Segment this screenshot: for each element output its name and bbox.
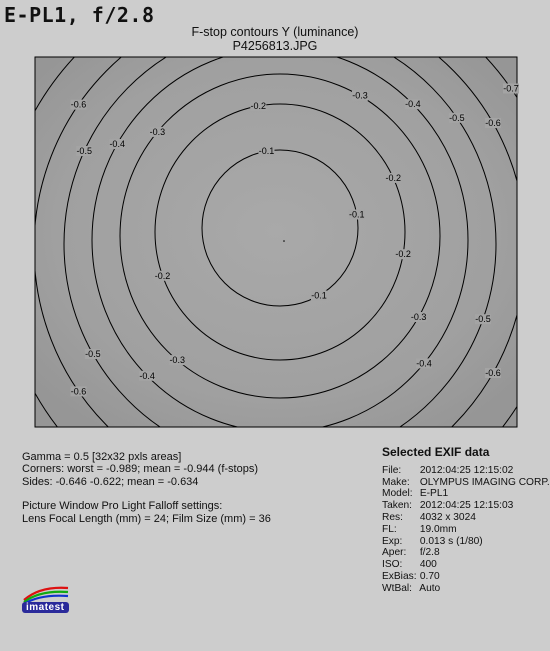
exif-key: ExBias: — [382, 570, 417, 582]
sides-text: Sides: -0.646 -0.622; mean = -0.634 — [22, 475, 199, 488]
contour-label: -0.1 — [349, 209, 365, 220]
exif-key: Aper: — [382, 547, 407, 559]
contour-label: -0.6 — [70, 99, 87, 110]
exif-title: Selected EXIF data — [382, 447, 490, 459]
contour-label: -0.5 — [76, 146, 92, 156]
exif-key: Exp: — [382, 535, 403, 547]
exif-key: Res: — [382, 511, 403, 523]
contour-label: -0.4 — [405, 99, 421, 110]
exif-row — [382, 536, 550, 548]
contour-label: -0.4 — [109, 139, 125, 149]
contour-label: -0.3 — [169, 355, 185, 366]
exif-value: 2012:04:25 12:15:02 — [417, 464, 514, 476]
exif-row — [382, 559, 550, 571]
exif-value: Auto — [417, 582, 441, 594]
exif-key: WtBal: — [382, 582, 413, 594]
corners-text: Corners: worst = -0.989; mean = -0.944 (f-stops) — [22, 463, 258, 476]
contour-label: -0.2 — [250, 100, 267, 111]
contour-label: -0.1 — [311, 290, 327, 301]
contour-label: -0.6 — [485, 118, 501, 128]
exif-row — [382, 547, 550, 559]
contour-label: -0.3 — [352, 90, 368, 101]
settings-title: Picture Window Pro Light Falloff settings: — [22, 500, 223, 513]
contour-label: -0.2 — [395, 249, 411, 260]
chart-title: F-stop contours Y (luminance) — [191, 25, 359, 39]
exif-key: Model: — [382, 488, 413, 500]
exif-value: E-PL1 — [417, 488, 449, 500]
exif-row — [382, 488, 550, 500]
chart-subtitle: P4256813.JPG — [232, 39, 318, 53]
contour-label: -0.2 — [385, 172, 402, 183]
settings-text: Lens Focal Length (mm) = 24; Film Size (mm) = 36 — [22, 512, 271, 525]
contour-label: -0.4 — [139, 370, 155, 381]
exif-row — [382, 571, 550, 583]
contour-label: -0.5 — [449, 112, 465, 123]
exif-row — [382, 500, 550, 512]
gamma-text: Gamma = 0.5 [32x32 pxls areas] — [22, 451, 182, 463]
contour-label: -0.5 — [475, 314, 491, 325]
exif-value: 0.013 s (1/80) — [417, 535, 483, 547]
contour-label: -0.6 — [70, 386, 87, 397]
exif-panel — [382, 447, 550, 595]
exif-row — [382, 583, 550, 595]
exif-row — [382, 512, 550, 524]
contour-label: -0.3 — [410, 312, 427, 322]
contour-label: -0.1 — [258, 146, 275, 157]
exif-value: f/2.8 — [417, 547, 440, 559]
exif-row — [382, 465, 550, 477]
exif-row — [382, 524, 550, 536]
exif-key: Taken: — [382, 500, 413, 512]
contour-label: -0.3 — [149, 126, 166, 137]
exif-key: FL: — [382, 523, 397, 535]
exif-value: 2012:04:25 12:15:03 — [417, 500, 514, 512]
exif-value: 0.70 — [417, 570, 440, 582]
contour-label: -0.2 — [154, 270, 171, 281]
exif-key: Make: — [382, 476, 410, 488]
contour-label: -0.6 — [485, 368, 501, 378]
page-heading: E-PL1, f/2.8 — [4, 3, 155, 27]
contour-label: -0.5 — [85, 349, 101, 359]
stats-panel — [22, 451, 271, 525]
exif-value: 400 — [417, 559, 437, 571]
exif-key: File: — [382, 464, 402, 476]
exif-value: 4032 x 3024 — [417, 511, 476, 523]
contour-label: -0.4 — [416, 358, 432, 369]
logo-text: imatest — [22, 602, 69, 613]
exif-value: 19.0mm — [417, 523, 457, 535]
exif-value: OLYMPUS IMAGING CORP. — [417, 476, 550, 488]
contour-label: -0.7 — [503, 83, 519, 94]
exif-row — [382, 477, 550, 489]
exif-key: ISO: — [382, 559, 403, 571]
center-mark — [283, 240, 285, 242]
